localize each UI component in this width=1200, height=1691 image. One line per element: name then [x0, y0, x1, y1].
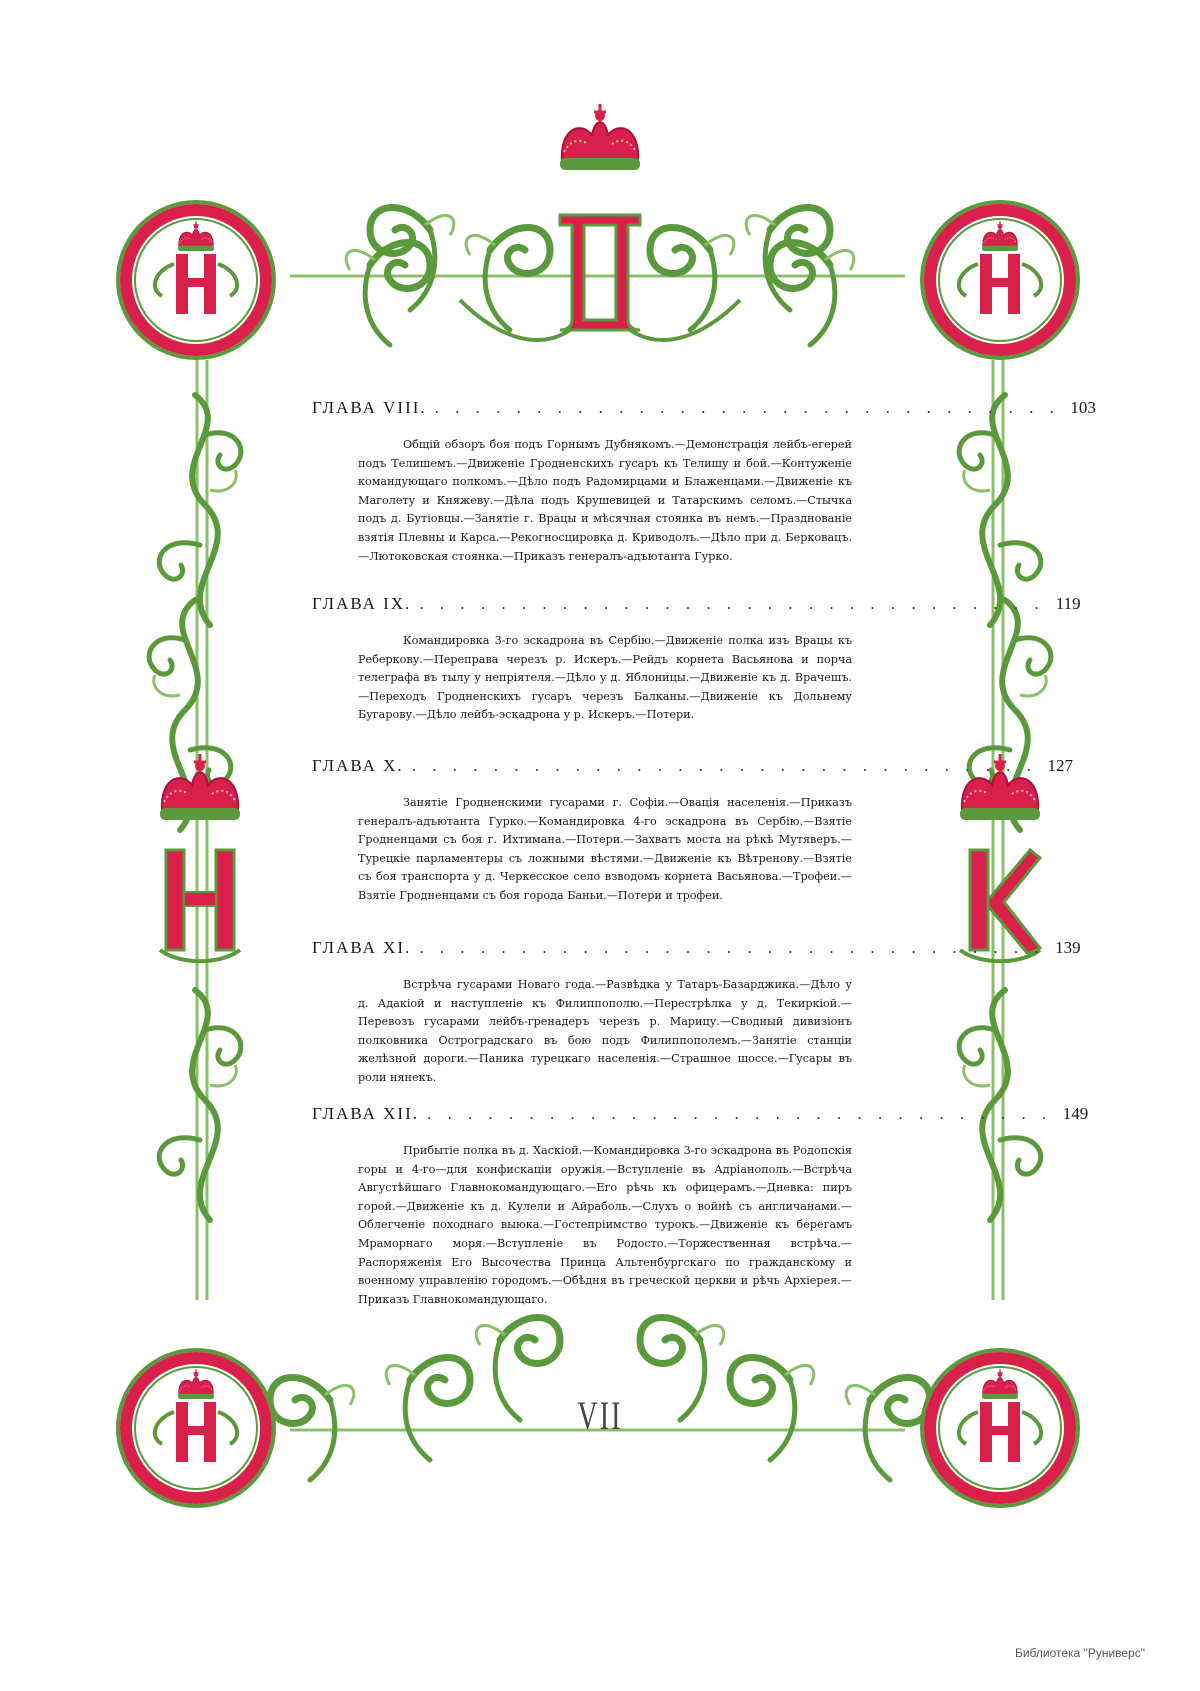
leader-dots: . . . . . . . . . . . . . . . . . . . . . . . . . . . . . . . — [419, 938, 1045, 957]
chapter-title: ГЛАВА XI. — [312, 938, 412, 957]
chapter-heading — [312, 594, 1081, 618]
toc-entry — [312, 594, 1081, 756]
toc-entry — [312, 938, 1081, 1104]
leader-dots: . . . . . . . . . . . . . . . . . . . . . . . . . . . . . . . — [427, 1104, 1053, 1123]
leader-dots: . . . . . . . . . . . . . . . . . . . . . . . . . . . . . . . — [434, 398, 1060, 417]
chapter-summary: Встрѣча гусарами Новаго года.—Развѣдка у Татаръ-Базарджика.—Дѣло у д. Адакіой и наступленіе къ Филиппополю.—Перестрѣлка у д. Текиркіой.—Перевозъ гусарами лейбъ-гренадеръ черезъ р. Марицу.—Сводный дивизіонъ полковника Остроградскаго въ бою подъ Филиппополемъ.—Занятіе станціи желѣзной дороги.—Паника турецкаго населенія.—Страшное шоссе.—Гусары въ роли нянекъ. — [358, 978, 852, 1084]
chapter-heading — [312, 1104, 1089, 1128]
chapter-summary: Прибытіе полка въ д. Хаскіой.—Командировка 3-го эскадрона въ Родопскія горы и 4-го—для конфискаціи оружія.—Вступленіе въ Адріанополь.—Встрѣча Августѣйшаго Главнокомандующаго.—Его рѣчь къ офицерамъ.—Дневка: пиръ горой.—Движеніе къ д. Кулели и Айраболь.—Слухъ о войнѣ съ англичанами.—Облегченіе походнаго выюка.—Гостепріимство турокъ.—Движеніе къ берегамъ Мраморнаго моря.—Вступленіе въ Родосто.—Торжественная встрѣча.—Распоряженія Его Высочества Принца Альтенбургскаго по гражданскому и военному управленію городомъ.—Обѣдня въ греческой церкви и рѣчь Архіерея.—Приказъ Главнокомандующаго. — [358, 1144, 852, 1306]
chapter-title: ГЛАВА VIII. — [312, 398, 427, 417]
library-credit: Библиотека "Руниверс" — [1014, 1646, 1145, 1660]
chapter-page: 149 — [1062, 1104, 1089, 1123]
medallion-top-right — [922, 202, 1078, 358]
chapter-title: ГЛАВА XII. — [312, 1104, 420, 1123]
chapter-heading — [312, 398, 1096, 422]
toc-entry — [312, 398, 1096, 594]
chapter-page: 139 — [1055, 938, 1081, 957]
page-number: VII — [577, 1393, 623, 1438]
leader-dots: . . . . . . . . . . . . . . . . . . . . . . . . . . . . . . . — [419, 594, 1045, 613]
toc-entry — [312, 756, 1073, 938]
chapter-heading — [312, 938, 1081, 962]
toc-entry — [312, 1104, 1089, 1309]
chapter-page: 119 — [1055, 594, 1081, 613]
leader-dots: . . . . . . . . . . . . . . . . . . . . . . . . . . . . . . . — [411, 756, 1037, 775]
table-of-contents — [312, 398, 1096, 1309]
chapter-page: 127 — [1047, 756, 1073, 775]
chapter-summary: Командировка 3-го эскадрона въ Сербію.—Движеніе полка изъ Врацы къ Реберкову.—Переправа черезъ р. Искеръ.—Рейдъ корнета Васьянова и порча телеграфа въ тылу у непріятеля.—Дѣло у д. Яблоницы.—Движеніе къ д. Врачешъ.—Переходъ Гродненскихъ гусаръ черезъ Балканы.—Движеніе къ Дольнему Бугарову.—Дѣло лейбъ-эскадрона у р. Искеръ.—Потери. — [358, 634, 852, 722]
chapter-heading — [312, 756, 1073, 780]
chapter-title: ГЛАВА IX. — [312, 594, 412, 613]
chapter-page: 103 — [1070, 398, 1096, 417]
chapter-title: ГЛАВА X. — [312, 756, 404, 775]
chapter-summary: Занятіе Гродненскими гусарами г. Софіи.—Овація населенія.—Приказъ генералъ-адъютанта Гурко.—Командировка 4-го эскадрона въ Сербію.—Взятіе Гродненцами съ боя г. Ихтимана.—Потери.—Захватъ моста на рѣкѣ Мутяверъ.—Турецкіе парламентеры съ ложными вѣстями.—Движеніе къ Вѣтренову.—Взятіе съ боя транспорта у д. Черкесское село взводомъ корнета Васьянова.—Трофеи.—Взятіе Гродненцами съ боя города Баньи.—Потери и трофеи. — [358, 796, 852, 902]
medallion-top-left — [118, 202, 274, 358]
chapter-summary: Общій обзоръ боя подъ Горнымъ Дубнякомъ.—Демонстрація лейбъ-егерей подъ Телишемъ.—Движеніе Гродненскихъ гусаръ къ Телишу и бой.—Контуженіе командующаго полкомъ.—Дѣло подъ Радомирцами и Блаженцами.—Движеніе къ Маголету и Княжеву.—Дѣла подъ Крушевицей и Татарскимъ селомъ.—Стычка подъ д. Бутіовцы.—Занятіе г. Врацы и мѣсячная стоянка въ немъ.—Празднованіе взятія Плевны и Карса.—Рекогносцировка д. Криводолъ.—Дѣло при д. Берковацъ.—Лютоковская стоянка.—Приказъ генералъ-адъютанта Гурко. — [358, 438, 852, 563]
